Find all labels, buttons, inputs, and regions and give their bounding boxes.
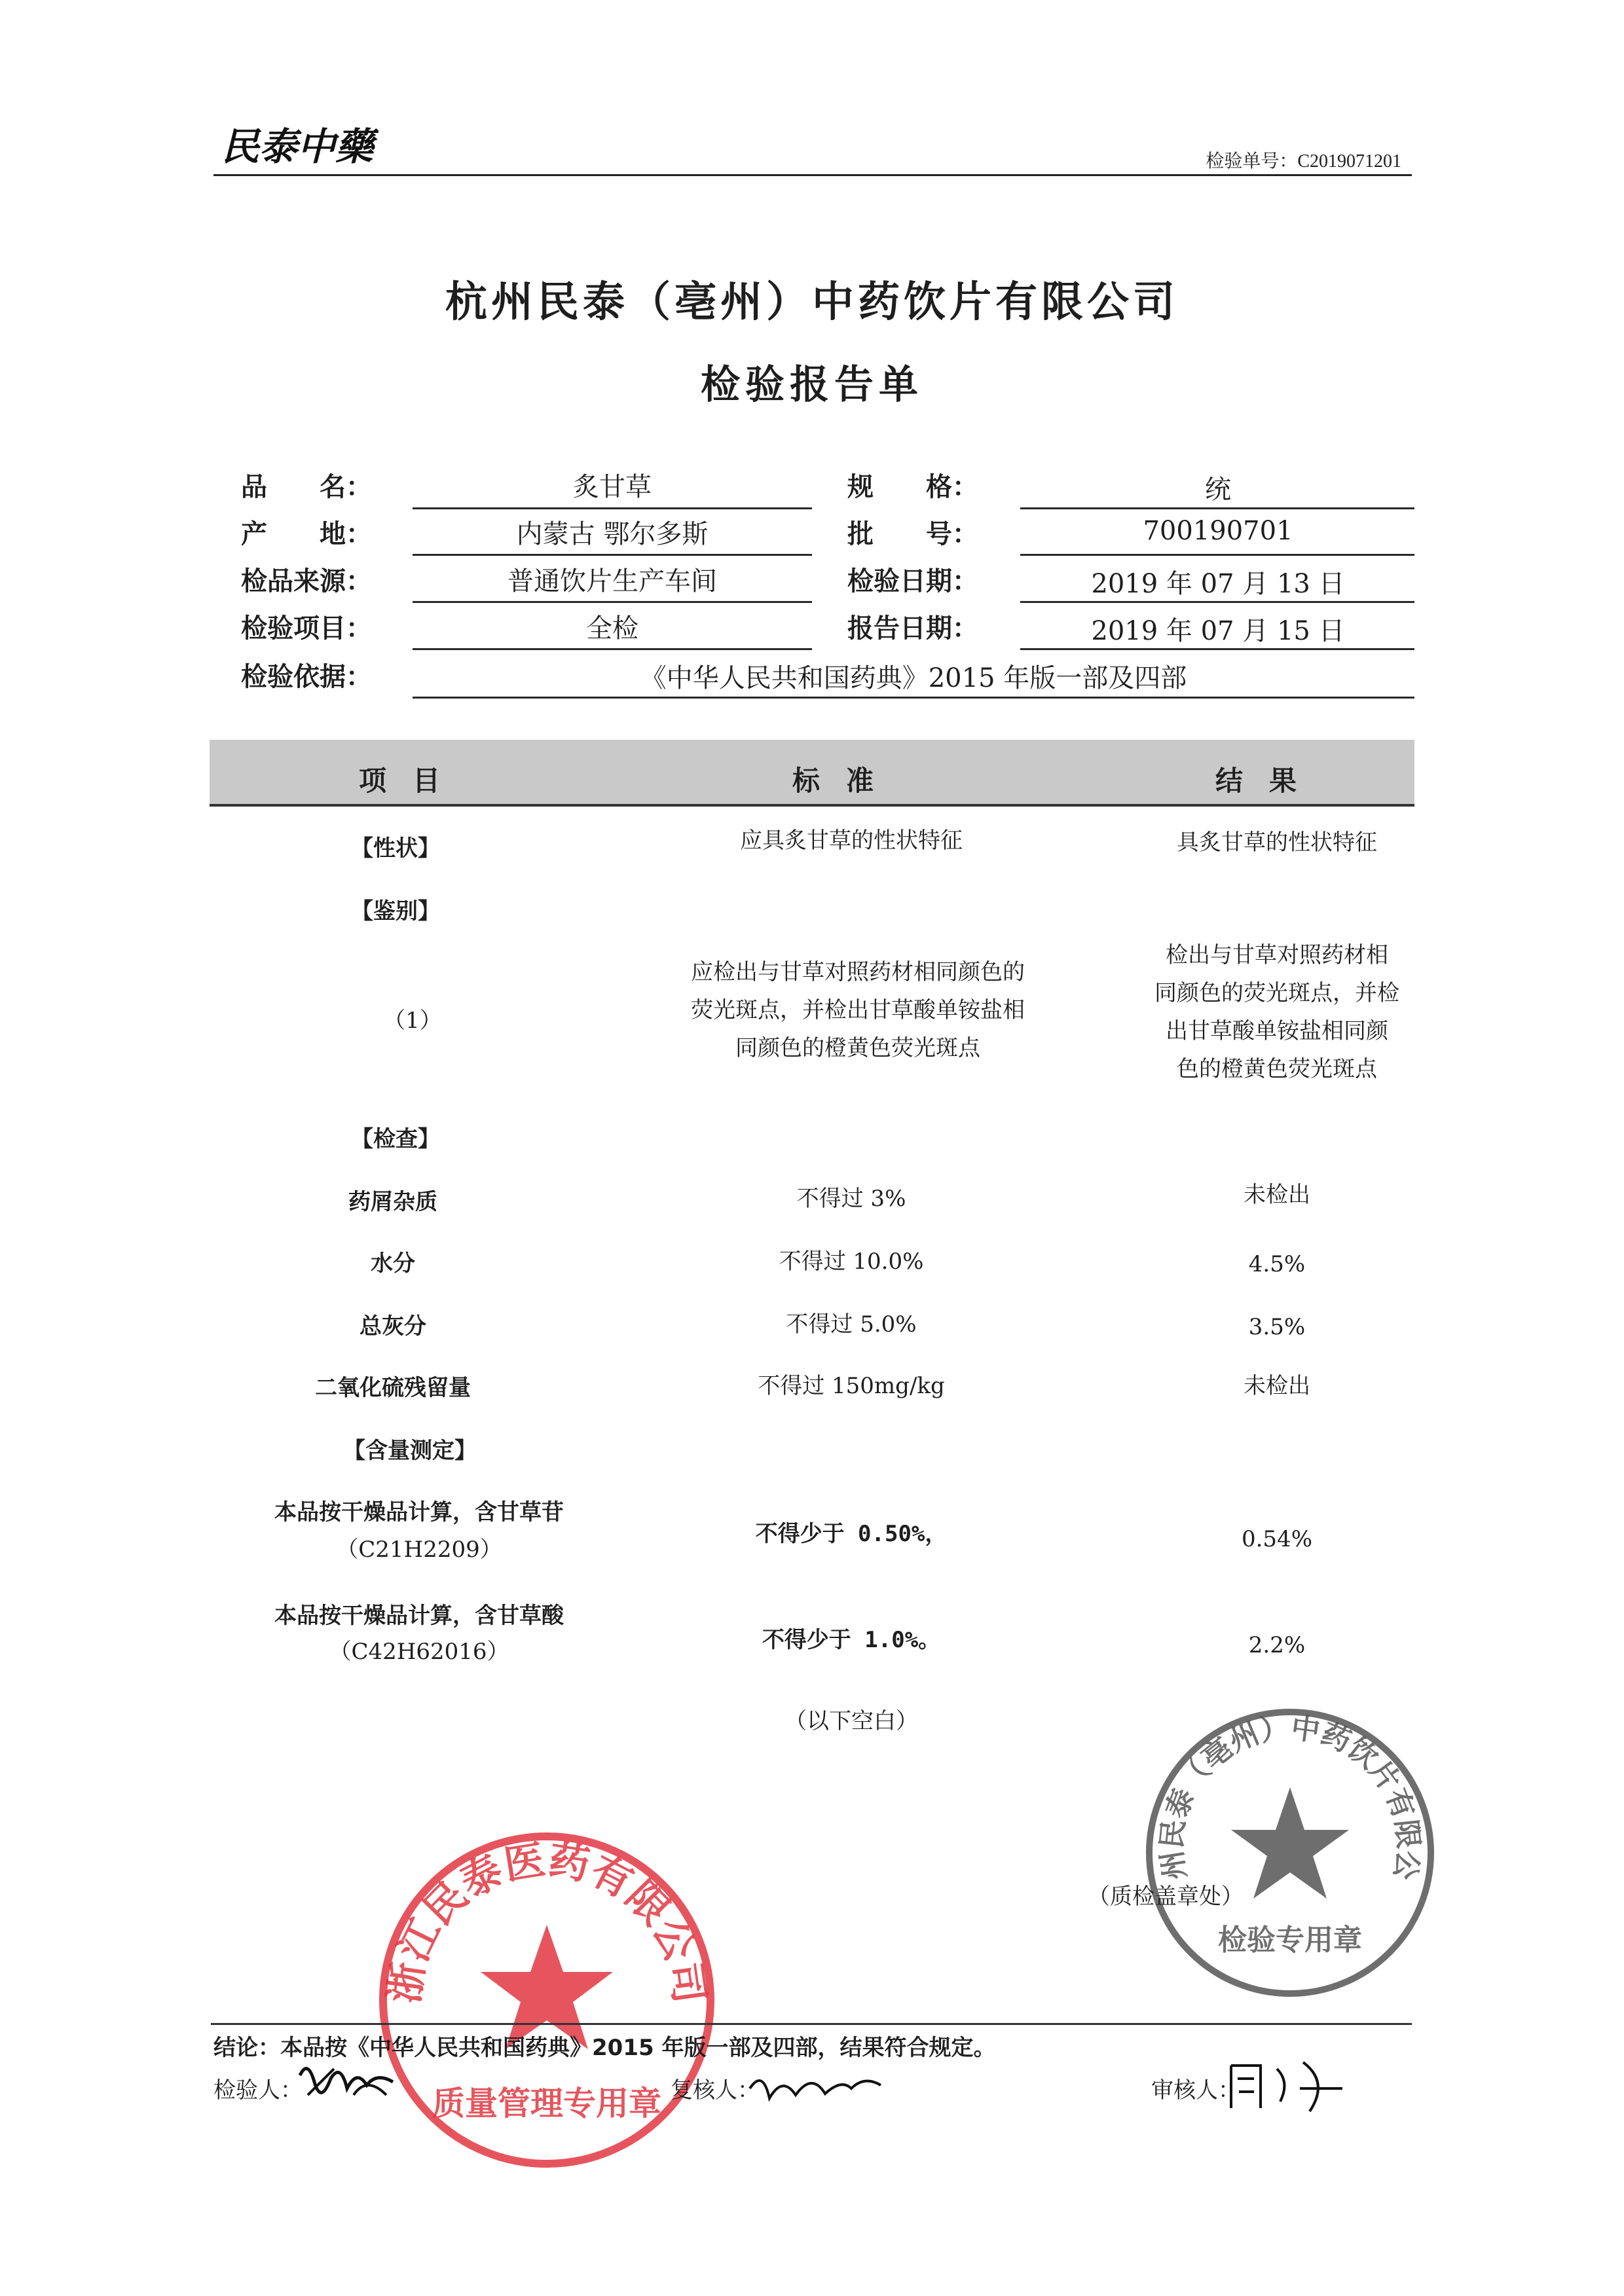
hanliang-item-2: 本品按干燥品计算，含甘草酸 <box>274 1603 564 1629</box>
hanliang-result-1: 0.54% <box>1241 1526 1312 1552</box>
company-name: 杭州民泰（亳州）中药饮片有限公司 <box>445 278 1179 327</box>
product-name-underline <box>413 507 812 509</box>
conclusion-text: 结论：本品按《中华人民共和国药典》2015 年版一部及四部，结果符合规定。 <box>213 2035 996 2061</box>
items-value: 全检 <box>586 613 638 644</box>
items-underline <box>413 648 812 650</box>
qc-stamp-note: （质检盖章处） <box>1088 1884 1244 1910</box>
red-stamp-sub: 质量管理专用章 <box>432 2085 661 2123</box>
inspector-signature <box>295 2056 399 2108</box>
logo-text: 民泰中藥 <box>221 124 374 169</box>
report-date-value: 2019 年 07 月 15 日 <box>1091 616 1345 646</box>
source-label: 检品来源： <box>241 566 372 596</box>
xingzhuang-result: 具炙甘草的性状特征 <box>1177 829 1377 856</box>
red-quality-stamp <box>373 1827 720 2174</box>
items-label: 检验项目： <box>241 613 372 644</box>
jianbie-standard <box>642 953 1074 1067</box>
footer-divider <box>211 2023 1412 2025</box>
spec-value: 统 <box>1205 475 1231 505</box>
product-name-value: 炙甘草 <box>573 472 652 502</box>
xingzhuang-standard: 应具炙甘草的性状特征 <box>740 828 963 854</box>
jianbie-standard-line-3: 同颜色的橙黄色荧光斑点 <box>735 1035 980 1061</box>
report-date-underline <box>1020 648 1414 650</box>
col-result-header: 结果 <box>1215 765 1323 797</box>
red-stamp-arc-text: 浙江民泰医药有限公司 <box>380 1835 714 2007</box>
jianbie-standard-line-1: 应检出与甘草对照药材相同颜色的 <box>691 959 1025 985</box>
origin-underline <box>413 554 812 556</box>
test-date-value: 2019 年 07 月 13 日 <box>1091 569 1345 599</box>
hanliang-result-2: 2.2% <box>1248 1632 1306 1658</box>
jiancha-result-1: 未检出 <box>1244 1182 1310 1208</box>
hanliang-standard-1: 不得少于 0.50%， <box>755 1521 948 1547</box>
approver-label: 审核人： <box>1151 2077 1240 2104</box>
col-standard-header: 标准 <box>792 765 900 797</box>
col-item-header: 项目 <box>359 765 467 797</box>
basis-value: 《中华人民共和国药典》2015 年版一部及四部 <box>640 663 1187 693</box>
report-date-label: 报告日期： <box>847 613 978 644</box>
jianbie-result <box>1113 936 1441 1088</box>
source-underline <box>413 601 812 603</box>
inspector-label: 检验人： <box>213 2077 303 2104</box>
company-logo <box>221 117 378 175</box>
jiancha-result-2: 4.5% <box>1248 1251 1306 1277</box>
jiancha-standard-1: 不得过 3% <box>796 1186 906 1212</box>
jianbie-result-line-4: 色的橙黄色荧光斑点 <box>1177 1056 1377 1082</box>
jiancha-standard-2: 不得过 10.0% <box>779 1248 924 1275</box>
origin-value: 内蒙古 鄂尔多斯 <box>516 519 709 549</box>
hanliang-item-1: 本品按干燥品计算，含甘草苷 <box>274 1499 564 1525</box>
test-date-label: 检验日期： <box>847 566 978 596</box>
hanliang-formula-1: （C21H2209） <box>336 1537 502 1563</box>
report-title: 检验报告单 <box>701 362 923 408</box>
blank-note: （以下空白） <box>784 1708 918 1734</box>
jianbie-standard-line-2: 荧光斑点，并检出甘草酸单铵盐相 <box>691 997 1025 1023</box>
gray-stamp-sub: 检验专用章 <box>1218 1923 1362 1957</box>
section-jianbie: 【鉴别】 <box>351 898 440 924</box>
spec-underline <box>1020 507 1414 509</box>
jiancha-standard-3: 不得过 5.0% <box>786 1311 917 1338</box>
hanliang-formula-2: （C42H62016） <box>329 1639 509 1665</box>
jiancha-item-4: 二氧化硫残留量 <box>315 1375 471 1401</box>
reviewer-label: 复核人： <box>671 2077 760 2104</box>
jiancha-item-2: 水分 <box>371 1250 415 1277</box>
spec-label: 规 格： <box>847 472 978 502</box>
jiancha-item-1: 药屑杂质 <box>348 1189 437 1215</box>
reviewer-signature <box>747 2062 884 2108</box>
source-value: 普通饮片生产车间 <box>507 566 717 596</box>
section-xingzhuang: 【性状】 <box>351 835 440 862</box>
section-jiancha: 【检查】 <box>351 1126 440 1152</box>
test-date-underline <box>1020 601 1414 603</box>
jianbie-result-line-3: 出甘草酸单铵盐相同颜 <box>1166 1018 1388 1044</box>
report-number: 检验单号：C2019071201 <box>1206 151 1401 172</box>
jianbie-result-line-1: 检出与甘草对照药材相 <box>1166 942 1388 968</box>
jiancha-result-3: 3.5% <box>1248 1314 1306 1340</box>
hanliang-standard-2: 不得少于 1.0%。 <box>762 1627 941 1653</box>
jianbie-result-line-2: 同颜色的荧光斑点，并检 <box>1154 980 1399 1006</box>
jianbie-item: （1） <box>383 1008 442 1034</box>
header-divider <box>213 174 1412 176</box>
basis-label: 检验依据： <box>241 662 372 692</box>
jiancha-result-4: 未检出 <box>1244 1373 1310 1399</box>
approver-signature <box>1225 2056 1349 2115</box>
gray-inspection-stamp <box>1139 1702 1441 2003</box>
section-hanliang: 【含量测定】 <box>343 1438 477 1464</box>
jiancha-standard-4: 不得过 150mg/kg <box>758 1373 945 1399</box>
table-header-rule <box>210 804 1414 807</box>
basis-underline <box>413 697 1414 699</box>
gray-stamp-arc-text: 州民泰（亳州）中药饮片有限公 <box>1154 1711 1426 1882</box>
batch-value: 700190701 <box>1143 516 1293 546</box>
batch-underline <box>1020 554 1414 556</box>
jiancha-item-3: 总灰分 <box>360 1313 426 1339</box>
batch-label: 批 号： <box>847 519 978 549</box>
origin-label: 产 地： <box>241 519 372 549</box>
product-name-label: 品 名： <box>241 472 372 502</box>
